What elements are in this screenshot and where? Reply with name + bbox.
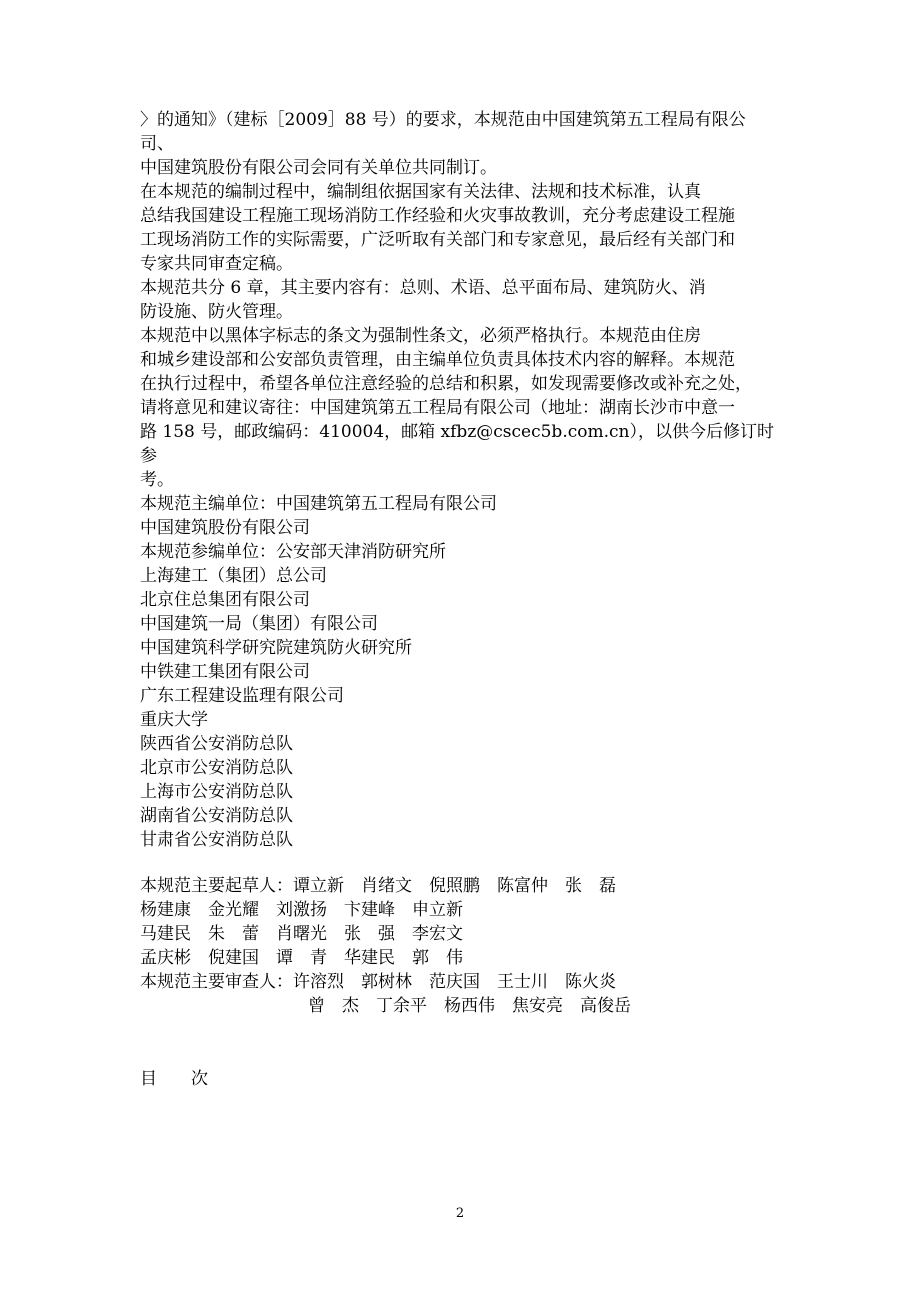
preface-line: 司、 <box>140 134 174 154</box>
organization-item: 中国建筑科学研究院建筑防火研究所 <box>140 638 412 658</box>
toc-heading: 目 次 <box>140 1069 208 1089</box>
section-spacer <box>140 1018 790 1067</box>
preface-line: 工现场消防工作的实际需要，广泛听取有关部门和专家意见，最后经有关部门和 <box>140 230 735 250</box>
drafters-line: 马建民 朱 蕾 肖曙光 张 强 李宏文 <box>140 924 463 944</box>
reviewers-line-continued: 曾 杰 丁余平 杨西伟 焦安亮 高俊岳 <box>308 996 631 1016</box>
preface-line: 在本规范的编制过程中，编制组依据国家有关法律、法规和技术标准，认真 <box>140 182 701 202</box>
preface-line: 参 <box>140 446 157 466</box>
preface-line: 防设施、防火管理。 <box>140 302 293 322</box>
preface-line: 和城乡建设部和公安部负责管理，由主编单位负责具体技术内容的解释。本规范 <box>140 350 735 370</box>
preface-line: 中国建筑股份有限公司会同有关单位共同制订。 <box>140 158 497 178</box>
organizations-list <box>140 492 790 852</box>
organization-item: 中国建筑股份有限公司 <box>140 518 310 538</box>
preface-line: 本规范中以黑体字标志的条文为强制性条文，必须严格执行。本规范由住房 <box>140 326 701 346</box>
organization-item: 湖南省公安消防总队 <box>140 806 293 826</box>
organization-item: 陕西省公安消防总队 <box>140 734 293 754</box>
organization-item: 广东工程建设监理有限公司 <box>140 686 344 706</box>
page-number: 2 <box>455 1206 465 1221</box>
organization-item: 中国建筑一局（集团）有限公司 <box>140 614 378 634</box>
preface-line: 请将意见和建议寄往：中国建筑第五工程局有限公司（地址：湖南长沙市中意一 <box>140 398 735 418</box>
drafters-list <box>140 874 790 1018</box>
drafters-line: 孟庆彬 倪建国 谭 青 华建民 郭 伟 <box>140 948 463 968</box>
organization-item: 本规范参编单位：公安部天津消防研究所 <box>140 542 446 562</box>
preface-line: 〉的通知》（建标［2009］88 号）的要求，本规范由中国建筑第五工程局有限公 <box>140 110 746 130</box>
organization-item: 上海市公安消防总队 <box>140 782 293 802</box>
preface-line: 本规范共分 6 章，其主要内容有：总则、术语、总平面布局、建筑防火、消 <box>140 278 706 298</box>
preface-line: 总结我国建设工程施工现场消防工作经验和火灾事故教训，充分考虑建设工程施 <box>140 206 735 226</box>
reviewers-line: 本规范主要审查人：许溶烈 郭树林 范庆国 王士川 陈火炎 <box>140 972 616 992</box>
organization-item: 北京住总集团有限公司 <box>140 590 310 610</box>
organization-item: 本规范主编单位：中国建筑第五工程局有限公司 <box>140 494 497 514</box>
drafters-line: 本规范主要起草人：谭立新 肖绪文 倪照鹏 陈富仲 张 磊 <box>140 876 616 896</box>
document-body <box>140 108 790 1091</box>
preface-section <box>140 108 790 492</box>
organization-item: 甘肃省公安消防总队 <box>140 830 293 850</box>
preface-line: 在执行过程中，希望各单位注意经验的总结和积累，如发现需要修改或补充之处， <box>140 374 752 394</box>
organization-item: 中铁建工集团有限公司 <box>140 662 310 682</box>
section-spacer <box>140 852 790 874</box>
organization-item: 上海建工（集团）总公司 <box>140 566 327 586</box>
drafters-line: 杨建康 金光耀 刘激扬 卞建峰 申立新 <box>140 900 463 920</box>
preface-line: 考。 <box>140 470 174 490</box>
preface-line: 专家共同审查定稿。 <box>140 254 293 274</box>
organization-item: 重庆大学 <box>140 710 208 730</box>
organization-item: 北京市公安消防总队 <box>140 758 293 778</box>
preface-line: 路 158 号，邮政编码：410004，邮箱 xfbz@cscec5b.com.cn），以供今后修订时 <box>140 422 774 442</box>
